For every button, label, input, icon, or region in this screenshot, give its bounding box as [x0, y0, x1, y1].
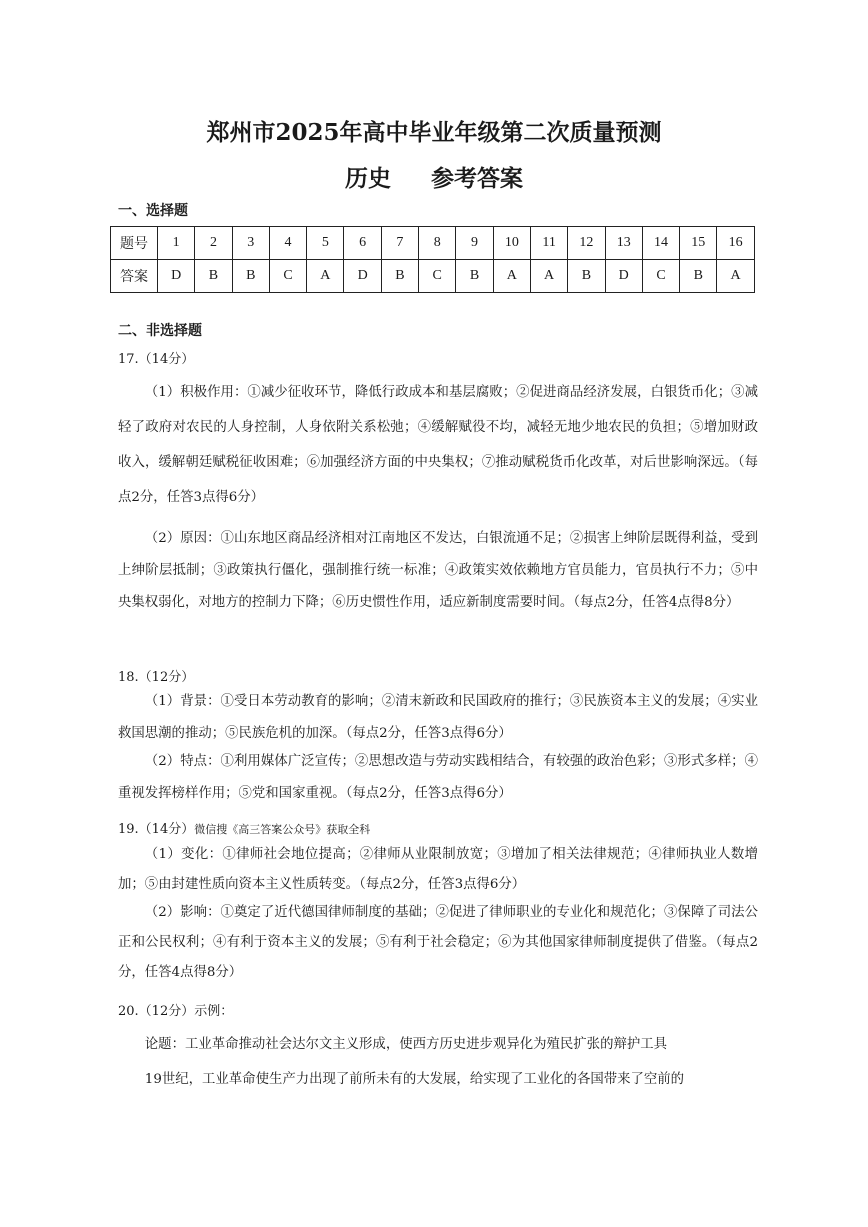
question-number: 2 [195, 227, 232, 260]
answer-cell: B [680, 260, 717, 293]
question-number-row [111, 227, 755, 260]
answer-row [111, 260, 755, 293]
answer-cell: A [307, 260, 344, 293]
subtitle-label: 参考答案 [431, 165, 523, 192]
question-19-score: 19.（14分） [118, 822, 195, 837]
answer-cell: A [717, 260, 754, 293]
answer-paragraph: （2）原因：①山东地区商品经济相对江南地区不发达，白银流通不足；②损害上绅阶层既得利益，受到上绅阶层抵制；③政策执行僵化，强制推行统一标准；④政策实效依赖地方官员能力，官员执行不力；⑤中央集权弱化，对地方的控制力下降；⑥历史惯性作用，适应新制度需要时间。（每点2分，任答4点得8分） [118, 531, 758, 610]
question-number: 11 [530, 227, 567, 260]
section-heading-choice: 一、选择题 [118, 203, 188, 219]
row-label-question: 题号 [111, 227, 158, 260]
question-17-answer-2 [118, 523, 758, 619]
answer-cell: D [158, 260, 195, 293]
answer-paragraph: （2）特点：①利用媒体广泛宣传；②思想改造与劳动实践相结合，有较强的政治色彩；③形式多样；④重视发挥榜样作用；⑤党和国家重视。（每点2分，任答3点得6分） [118, 754, 758, 801]
question-17-answer-1 [118, 375, 758, 515]
row-label-answer: 答案 [111, 260, 158, 293]
answer-cell: B [195, 260, 232, 293]
answer-table [110, 226, 755, 293]
question-19-header [118, 818, 370, 837]
question-number: 9 [456, 227, 493, 260]
answer-cell: C [269, 260, 306, 293]
subject-label: 历史 [345, 165, 391, 192]
watermark-note: 微信搜《高三答案公众号》获取全科 [194, 823, 371, 836]
question-18-answer-2 [118, 746, 758, 810]
answer-cell: B [381, 260, 418, 293]
section-heading-nonchoice: 二、非选择题 [118, 323, 202, 339]
question-number: 1 [158, 227, 195, 260]
question-number: 5 [307, 227, 344, 260]
question-20-answer [118, 1027, 758, 1097]
question-number: 12 [568, 227, 605, 260]
question-18-header: 18.（12分） [118, 670, 195, 685]
document-subtitle [0, 160, 868, 193]
question-number: 6 [344, 227, 381, 260]
question-number: 13 [605, 227, 642, 260]
question-number: 8 [419, 227, 456, 260]
question-number: 10 [493, 227, 530, 260]
answer-cell: A [530, 260, 567, 293]
question-number: 14 [642, 227, 679, 260]
thesis-paragraph: 论题：工业革命推动社会达尔文主义形成，使西方历史进步观异化为殖民扩张的辩护工具 [144, 1037, 668, 1052]
question-19-answer-1 [118, 840, 758, 900]
question-number: 16 [717, 227, 754, 260]
answer-paragraph: （1）积极作用：①减少征收环节，降低行政成本和基层腐败；②促进商品经济发展，白银货币化；③减轻了政府对农民的人身控制，人身依附关系松弛；④缓解赋役不均，减轻无地少地农民的负担；⑤增加财政收入，缓解朝廷赋税征收困难；⑥加强经济方面的中央集权；⑦推动赋税货币化改革，对后世影响深远。（每点2分，任答3点得6分） [118, 385, 758, 505]
document-title: 郑州市2025年高中毕业年级第二次质量预测 [206, 119, 662, 146]
question-number: 4 [269, 227, 306, 260]
answer-paragraph: （2）影响：①奠定了近代德国律师制度的基础；②促进了律师职业的专业化和规范化；③保障了司法公正和公民权利；④有利于资本主义的发展；⑤有利于社会稳定；⑥为其他国家律师制度提供了借鉴。（每点2分，任答4点得8分） [118, 905, 758, 980]
answer-cell: B [456, 260, 493, 293]
answer-cell: B [568, 260, 605, 293]
question-20-header: 20.（12分）示例： [118, 1004, 234, 1019]
question-number: 3 [232, 227, 269, 260]
answer-cell: C [419, 260, 456, 293]
answer-paragraph: （1）变化：①律师社会地位提高；②律师从业限制放宽；③增加了相关法律规范；④律师执业人数增加；⑤由封建性质向资本主义性质转变。（每点2分，任答3点得6分） [118, 847, 758, 892]
question-number: 7 [381, 227, 418, 260]
essay-paragraph: 19世纪，工业革命使生产力出现了前所未有的大发展，给实现了工业化的各国带来了空前的 [144, 1072, 685, 1087]
answer-cell: B [232, 260, 269, 293]
question-17-header: 17.（14分） [118, 352, 195, 367]
question-18-answer-1 [118, 686, 758, 750]
answer-cell: A [493, 260, 530, 293]
answer-cell: D [605, 260, 642, 293]
question-number: 15 [680, 227, 717, 260]
answer-paragraph: （1）背景：①受日本劳动教育的影响；②清末新政和民国政府的推行；③民族资本主义的发展；④实业救国思潮的推动；⑤民族危机的加深。（每点2分，任答3点得6分） [118, 694, 758, 741]
answer-cell: C [642, 260, 679, 293]
answer-cell: D [344, 260, 381, 293]
question-19-answer-2 [118, 898, 758, 988]
